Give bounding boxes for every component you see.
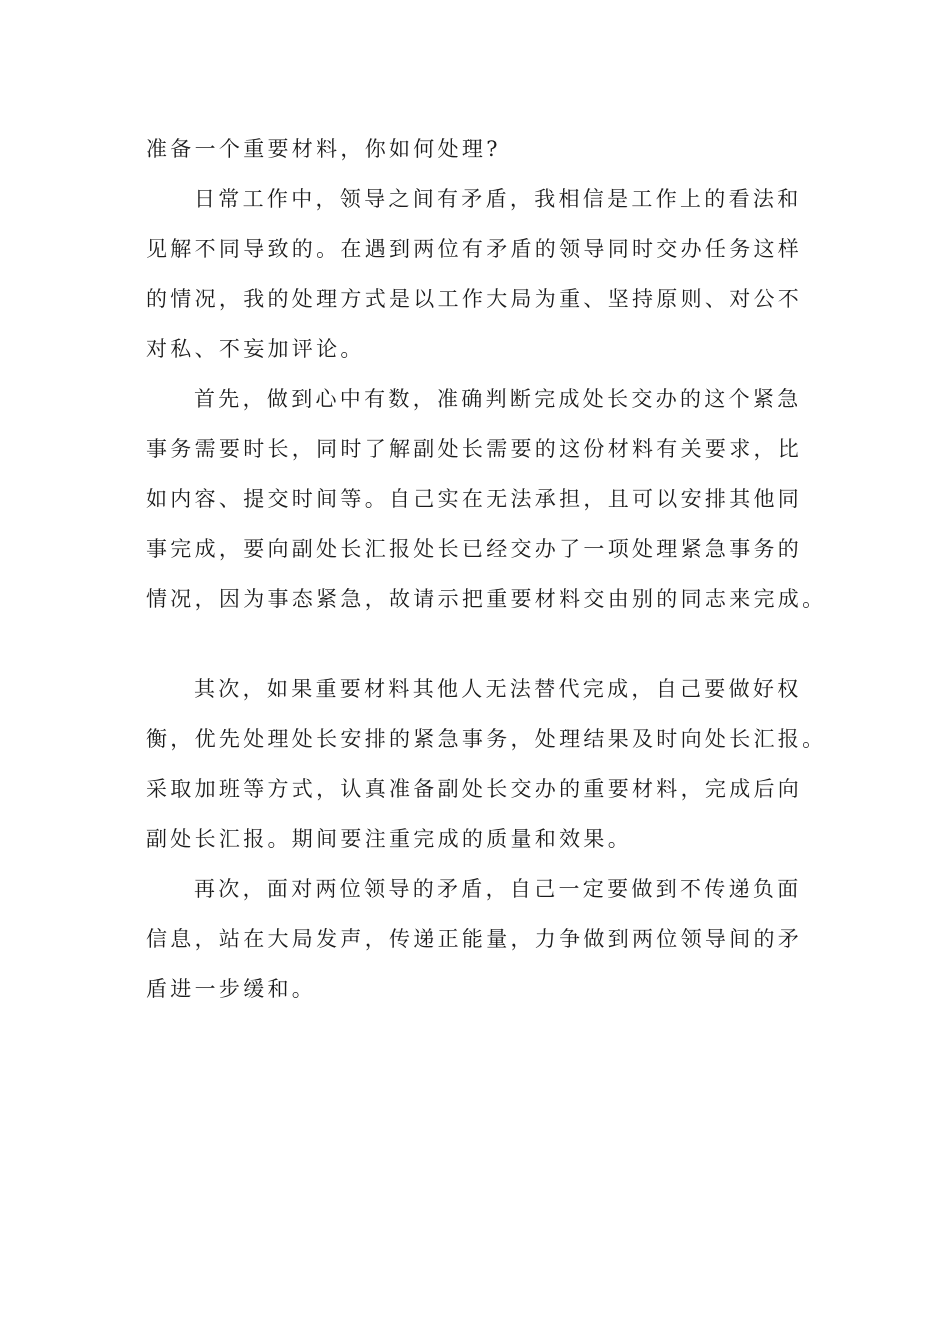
text-line: 日常工作中，领导之间有矛盾，我相信是工作上的看法和 [194, 187, 802, 211]
text-line: 的情况，我的处理方式是以工作大局为重、坚持原则、对公不 [146, 287, 803, 311]
text-line: 对私、不妄加评论。 [146, 337, 365, 361]
paragraph-first [146, 374, 826, 624]
text-line: 再次，面对两位领导的矛盾，自己一定要做到不传递负面 [194, 877, 802, 901]
text-line: 盾进一步缓和。 [146, 977, 317, 1001]
text-line: 其次，如果重要材料其他人无法替代完成，自己要做好权 [194, 677, 802, 701]
text-line: 首先，做到心中有数，准确判断完成处长交办的这个紧急 [194, 387, 802, 411]
text-line: 事务需要时长，同时了解副处长需要的这份材料有关要求，比 [146, 437, 803, 461]
document-body [146, 124, 826, 1014]
text-line: 副处长汇报。期间要注重完成的质量和效果。 [146, 827, 632, 851]
paragraph-second [146, 664, 826, 864]
paragraph-intro [146, 174, 826, 374]
text-line: 衡，优先处理处长安排的紧急事务，处理结果及时向处长汇报。 [146, 727, 827, 751]
text-line: 如内容、提交时间等。自己实在无法承担，且可以安排其他同 [146, 487, 803, 511]
text-line: 情况，因为事态紧急，故请示把重要材料交由别的同志来完成。 [146, 587, 827, 611]
text-line: 见解不同导致的。在遇到两位有矛盾的领导同时交办任务这样 [146, 237, 803, 261]
text-line: 准备一个重要材料，你如何处理? [146, 137, 501, 161]
text-line: 信息，站在大局发声，传递正能量，力争做到两位领导间的矛 [146, 927, 803, 951]
paragraph-question-tail [146, 124, 826, 174]
text-line: 事完成，要向副处长汇报处长已经交办了一项处理紧急事务的 [146, 537, 803, 561]
paragraph-third [146, 864, 826, 1014]
paragraph-gap [146, 624, 826, 664]
text-line: 采取加班等方式，认真准备副处长交办的重要材料，完成后向 [146, 777, 803, 801]
